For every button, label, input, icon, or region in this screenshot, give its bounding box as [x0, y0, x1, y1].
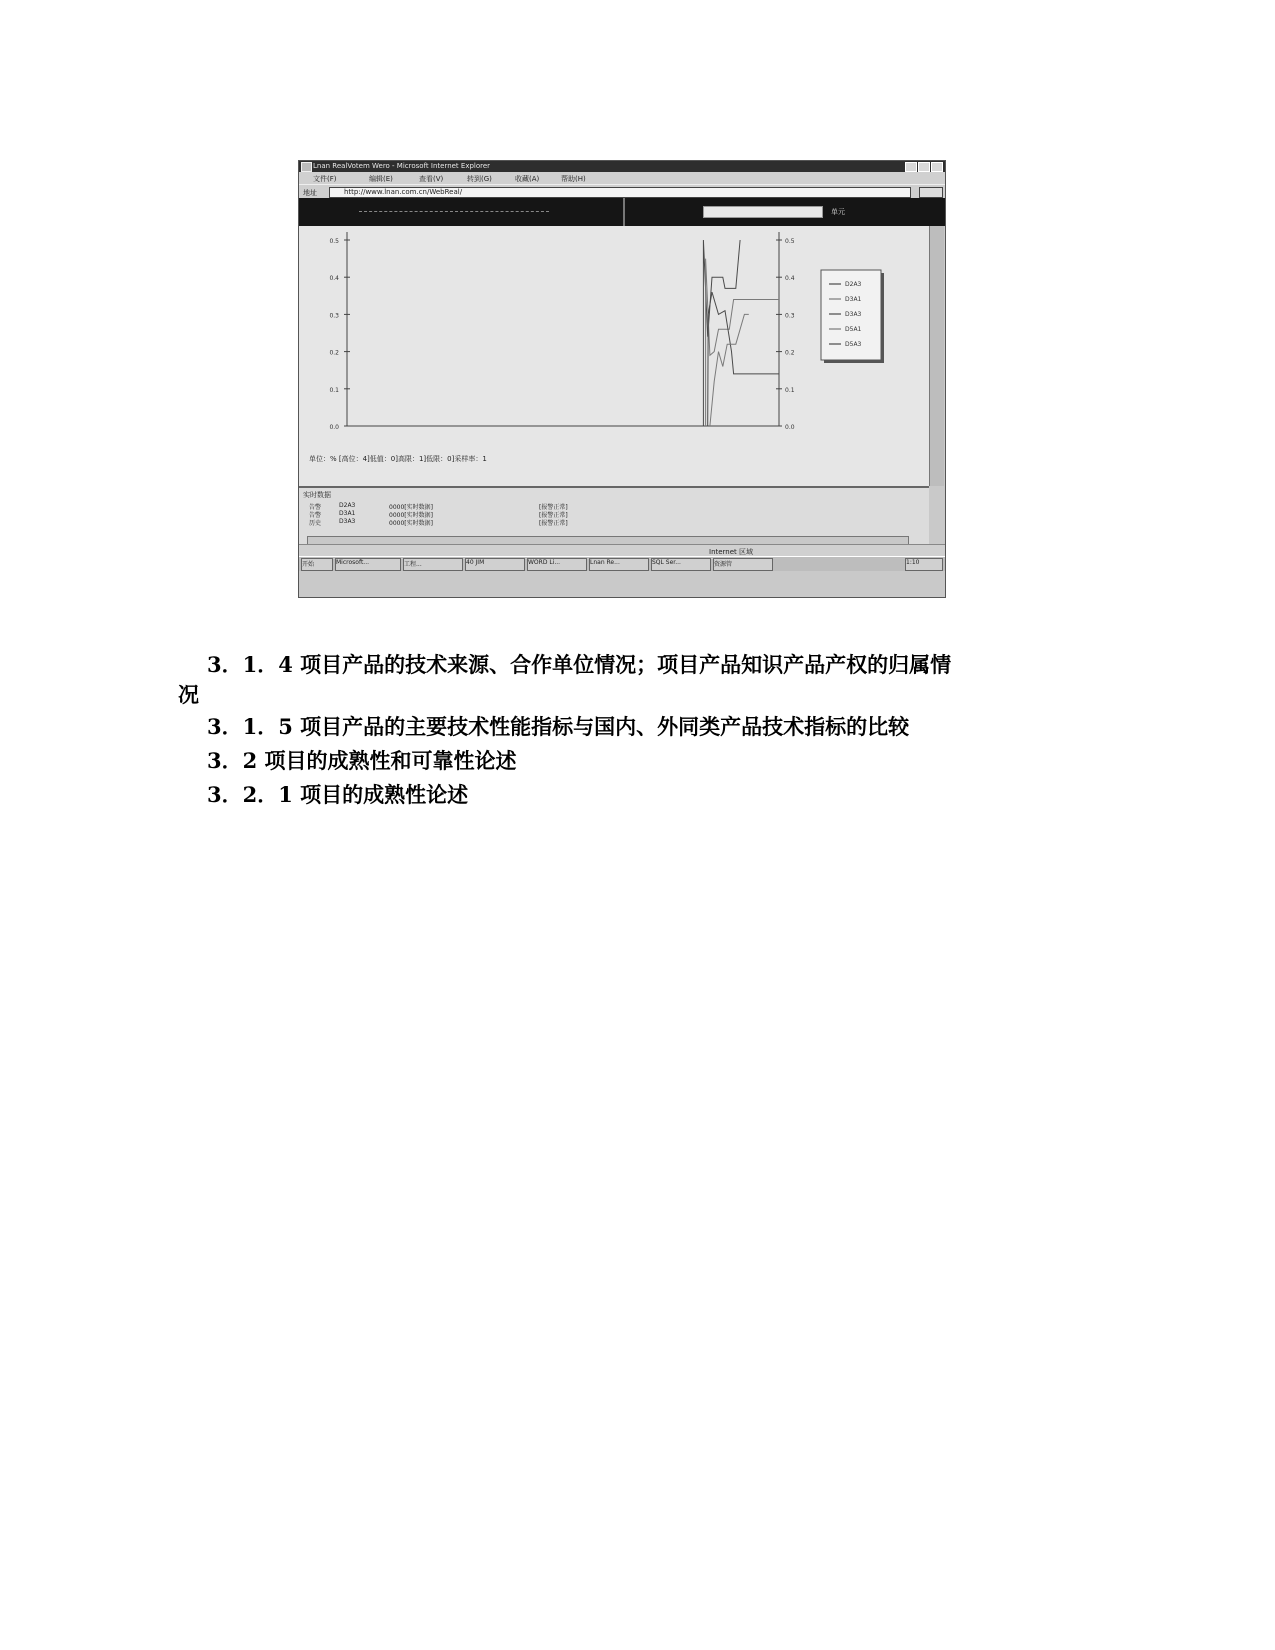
y-tick-label-right: 0.5 — [785, 238, 795, 245]
series-line — [708, 292, 779, 426]
links-button[interactable] — [919, 187, 943, 198]
address-label: 地址 — [303, 189, 317, 197]
taskbar — [299, 556, 945, 571]
list-cell: 告警 — [309, 512, 322, 519]
series-line — [710, 314, 749, 426]
list-cell: D3A3 — [339, 518, 356, 525]
line-chart — [299, 226, 929, 454]
list-cell: 0000[实时数据] — [389, 512, 433, 519]
chart-status-line: 单位：% [高位：4]低值：0]高限：1]低限：0]采样率：1 — [309, 455, 487, 463]
ie-icon — [301, 162, 312, 172]
y-tick-label-right: 0.4 — [785, 275, 795, 283]
list-cell: 告警 — [309, 504, 322, 511]
vertical-scrollbar[interactable] — [929, 226, 944, 486]
heading-3-2-1: 3．2．1 项目的成熟性论述 — [207, 782, 469, 807]
list-cell: 0000[实时数据] — [389, 520, 433, 527]
address-bar — [299, 184, 945, 199]
list-cell: 0000[实时数据] — [389, 504, 433, 511]
heading-3-1-4-continued: 况 — [178, 682, 199, 707]
embedded-screenshot — [298, 160, 946, 598]
list-item[interactable] — [309, 510, 849, 517]
address-url: http://www.lnan.com.cn/WebReal/ — [344, 188, 463, 196]
y-tick-label-right: 0.3 — [785, 312, 795, 320]
legend-label: D2A3 — [845, 281, 862, 288]
heading-3-1-5: 3．1．5 项目产品的主要技术性能指标与国内、外同类产品技术指标的比较 — [207, 714, 910, 739]
address-input[interactable] — [329, 187, 911, 198]
toolbar-separator — [623, 198, 625, 226]
series-line — [706, 259, 779, 426]
y-tick-label-left: 0.1 — [329, 386, 339, 394]
legend-label: D3A3 — [845, 311, 862, 318]
menu-bar — [299, 172, 945, 184]
y-tick-label-left: 0.5 — [329, 238, 339, 245]
window-title: Lnan RealVotem Wero - Microsoft Internet Explorer — [313, 162, 491, 170]
toolbar-divider — [359, 211, 549, 213]
list-cell: [报警正常] — [539, 512, 568, 519]
menu-help[interactable]: 帮助(H) — [561, 175, 586, 183]
maximize-icon[interactable] — [918, 162, 930, 172]
app-toolbar — [299, 198, 945, 226]
taskbar-item[interactable]: 40 JIM — [465, 558, 525, 571]
y-tick-label-right: 0.0 — [785, 424, 795, 431]
heading-3-1-4: 3．1．4 项目产品的技术来源、合作单位情况；项目产品知识产品产权的归属情 — [207, 652, 952, 677]
minimize-icon[interactable] — [905, 162, 917, 172]
window-title-bar — [299, 161, 945, 172]
y-tick-label-right: 0.2 — [785, 349, 795, 357]
list-item[interactable] — [309, 502, 849, 509]
y-tick-label-left: 0.4 — [329, 275, 339, 283]
list-cell: D3A1 — [339, 510, 356, 517]
legend-label: D5A1 — [845, 326, 862, 333]
legend-label: D3A1 — [845, 296, 862, 303]
taskbar-item[interactable]: 工程... — [403, 558, 463, 571]
taskbar-item[interactable]: Microsoft... — [335, 558, 401, 571]
y-tick-label-left: 0.2 — [329, 349, 339, 357]
menu-file[interactable]: 文件(F) — [313, 175, 337, 183]
y-tick-label-left: 0.0 — [329, 424, 339, 431]
device-select[interactable] — [703, 206, 823, 218]
y-tick-label-left: 0.3 — [329, 312, 339, 320]
realtime-list-panel — [299, 486, 929, 546]
heading-3-2: 3．2 项目的成熟性和可靠性论述 — [207, 748, 517, 773]
list-item[interactable] — [309, 518, 849, 525]
list-cell: D2A3 — [339, 502, 356, 509]
taskbar-item[interactable]: 资源管 — [713, 558, 773, 571]
menu-go[interactable]: 转到(G) — [467, 175, 492, 183]
menu-favorites[interactable]: 收藏(A) — [515, 175, 540, 183]
list-cell: 历史 — [309, 520, 322, 527]
taskbar-item[interactable]: Lnan Re... — [589, 558, 649, 571]
taskbar-item[interactable]: SQL Ser... — [651, 558, 711, 571]
unit-label: 单元 — [831, 208, 845, 216]
menu-view[interactable]: 查看(V) — [419, 175, 444, 183]
tray-clock: 1:10 — [905, 558, 943, 571]
taskbar-item[interactable]: WORD Li... — [527, 558, 587, 571]
legend-label: D5A3 — [845, 341, 862, 348]
zone-label: Internet 区域 — [709, 548, 754, 556]
y-tick-label-right: 0.1 — [785, 386, 795, 394]
list-header: 实时数据 — [303, 491, 331, 499]
close-icon[interactable] — [931, 162, 943, 172]
start-button[interactable]: 开始 — [301, 558, 333, 571]
list-cell: [报警正常] — [539, 520, 568, 527]
list-cell: [报警正常] — [539, 504, 568, 511]
menu-edit[interactable]: 编辑(E) — [369, 175, 393, 183]
chart-area — [299, 226, 929, 486]
